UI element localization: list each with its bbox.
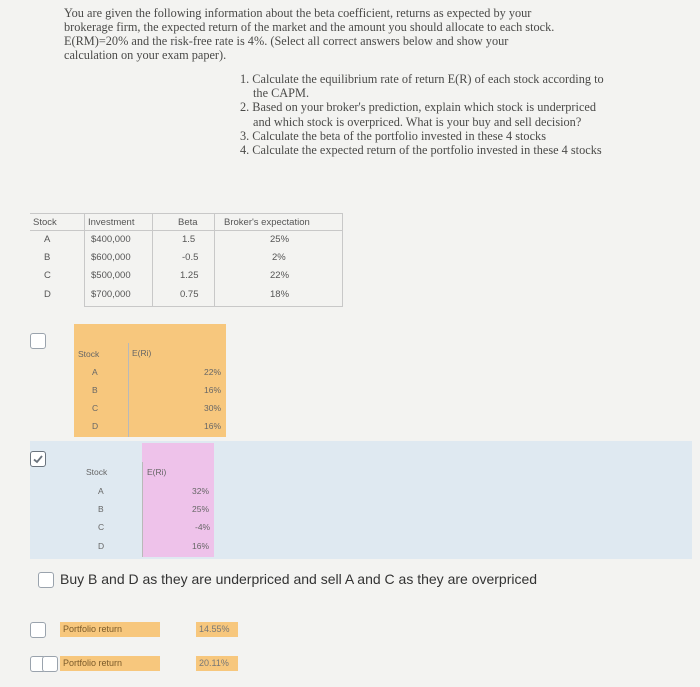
option-1-stock: D [92, 421, 99, 431]
option-2-stock: A [98, 486, 104, 496]
cell-beta: 1.25 [180, 270, 199, 281]
cell-investment: $400,000 [91, 234, 131, 245]
option-4-checkbox[interactable] [30, 622, 46, 638]
option-2-value: -4% [195, 522, 211, 532]
intro-line: brokerage firm, the expected return of the market and the amount you should allocate to each stock. [64, 20, 555, 34]
intro-line: You are given the following information about the beta coefficient, returns as expected by your [64, 6, 532, 20]
option-2-highlight [142, 443, 214, 557]
cell-broker: 2% [272, 252, 286, 263]
option-1-header-stock: Stock [78, 349, 100, 359]
option-1-value: 22% [204, 367, 222, 377]
option-2-checkbox[interactable] [30, 451, 46, 467]
option-2-value: 16% [192, 541, 210, 551]
option-1-header-eri: E(Ri) [132, 348, 152, 358]
cell-beta: 0.75 [180, 289, 199, 300]
header-investment: Investment [88, 217, 135, 228]
header-stock: Stock [33, 217, 57, 228]
option-2-value: 32% [192, 486, 210, 496]
option-2-stock: C [98, 522, 105, 532]
option-5-checkbox-secondary[interactable] [42, 656, 58, 672]
option-1-value: 30% [204, 403, 222, 413]
question-list [240, 72, 604, 157]
option-1-value: 16% [204, 385, 222, 395]
cell-investment: $500,000 [91, 270, 131, 281]
question-2: 2. Based on your broker's prediction, explain which stock is underpriced [240, 100, 597, 115]
option-1-stock: B [92, 385, 98, 395]
cell-stock: A [44, 234, 51, 245]
option-1-checkbox[interactable] [30, 333, 46, 349]
option-3-text: Buy B and D as they are underpriced and sell A and C as they are overpriced [60, 571, 538, 587]
option-3-checkbox[interactable] [38, 572, 54, 588]
header-beta: Beta [178, 217, 198, 228]
question-3: 3. Calculate the beta of the portfolio invested in these 4 stocks [240, 128, 546, 143]
option-4-value: 14.55% [199, 624, 230, 634]
option-1-stock: A [92, 367, 98, 377]
option-2-stock: D [98, 541, 105, 551]
cell-broker: 25% [270, 234, 290, 245]
option-5-label: Portfolio return [63, 658, 123, 668]
question-1: 1. Calculate the equilibrium rate of return E(R) of each stock according to [240, 72, 604, 86]
header-broker: Broker's expectation [224, 217, 310, 228]
cell-beta: 1.5 [182, 234, 196, 245]
option-1-stock: C [92, 403, 99, 413]
question-intro [64, 6, 694, 62]
selected-answer-highlight [30, 441, 692, 559]
cell-broker: 22% [270, 270, 290, 281]
option-5-value: 20.11% [199, 658, 229, 668]
option-2-value: 25% [192, 504, 210, 514]
cell-stock: D [44, 289, 51, 300]
option-4-label: Portfolio return [63, 624, 123, 634]
cell-investment: $700,000 [91, 289, 131, 300]
intro-line: E(RM)=20% and the risk-free rate is 4%. (Select all correct answers below and show your [64, 34, 509, 48]
option-2-header-stock: Stock [86, 467, 108, 477]
cell-stock: C [44, 270, 51, 281]
cell-beta: -0.5 [182, 252, 199, 263]
cell-investment: $600,000 [91, 252, 131, 263]
cell-stock: B [44, 252, 51, 263]
option-1-value: 16% [204, 421, 222, 431]
option-2-stock: B [98, 504, 104, 514]
option-2-header-eri: E(Ri) [147, 467, 167, 477]
intro-line: calculation on your exam paper). [64, 48, 227, 62]
question-4: 4. Calculate the expected return of the portfolio invested in these 4 stocks [240, 143, 602, 158]
question-1-cont: the CAPM. [253, 86, 310, 101]
cell-broker: 18% [270, 289, 290, 300]
checkmark-icon [32, 453, 44, 465]
question-2-cont: and which stock is overpriced. What is your buy and sell decision? [253, 114, 582, 129]
